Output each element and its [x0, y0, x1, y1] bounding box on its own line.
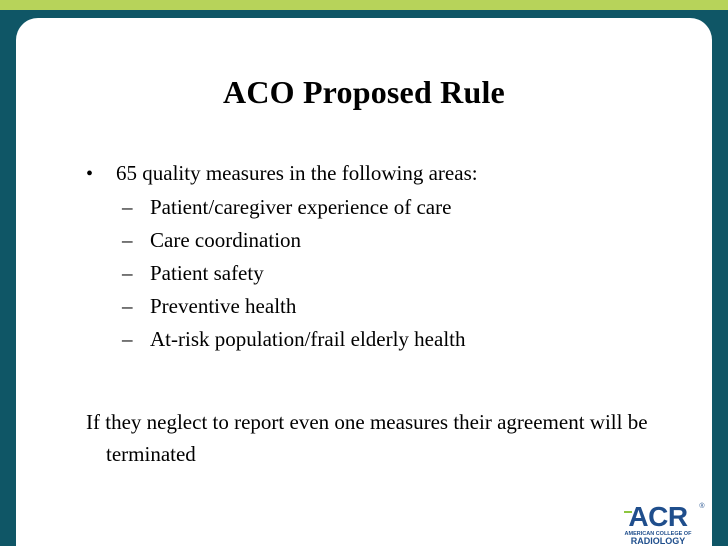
dash-marker: – [122, 327, 133, 351]
sub-bullet-text: Preventive health [150, 294, 297, 318]
slide-content [16, 18, 712, 546]
dash-marker: – [122, 294, 133, 318]
acr-logo [618, 496, 706, 546]
sub-bullet-item [86, 224, 686, 257]
acr-logo-line1: AMERICAN COLLEGE OF [624, 531, 692, 537]
bullet-main [86, 158, 686, 189]
bullet-dot: • [86, 163, 94, 185]
dash-marker: – [122, 195, 133, 219]
acr-logo-letters: ACR [628, 501, 688, 532]
acr-logo-line2: RADIOLOGY [630, 536, 686, 546]
top-accent-bar [0, 0, 728, 10]
sub-bullet-item [86, 257, 686, 290]
sub-bullet-text: Care coordination [150, 228, 302, 252]
bullet-list [86, 158, 686, 356]
sub-bullet-list [86, 191, 686, 356]
sub-bullet-text: At-risk population/frail elderly health [150, 327, 466, 351]
termination-paragraph: If they neglect to report even one measures their agreement will be terminated [86, 410, 648, 466]
sub-bullet-item [86, 323, 686, 356]
registered-mark: ® [699, 503, 705, 510]
sub-bullet-item [86, 191, 686, 224]
slide-title: ACO Proposed Rule [223, 74, 505, 110]
dash-marker: – [122, 261, 133, 285]
bullet-main-text: 65 quality measures in the following areas: [116, 161, 478, 185]
sub-bullet-text: Patient/caregiver experience of care [150, 195, 452, 219]
sub-bullet-text: Patient safety [150, 261, 264, 285]
sub-bullet-item [86, 290, 686, 323]
dash-marker: – [122, 228, 133, 252]
